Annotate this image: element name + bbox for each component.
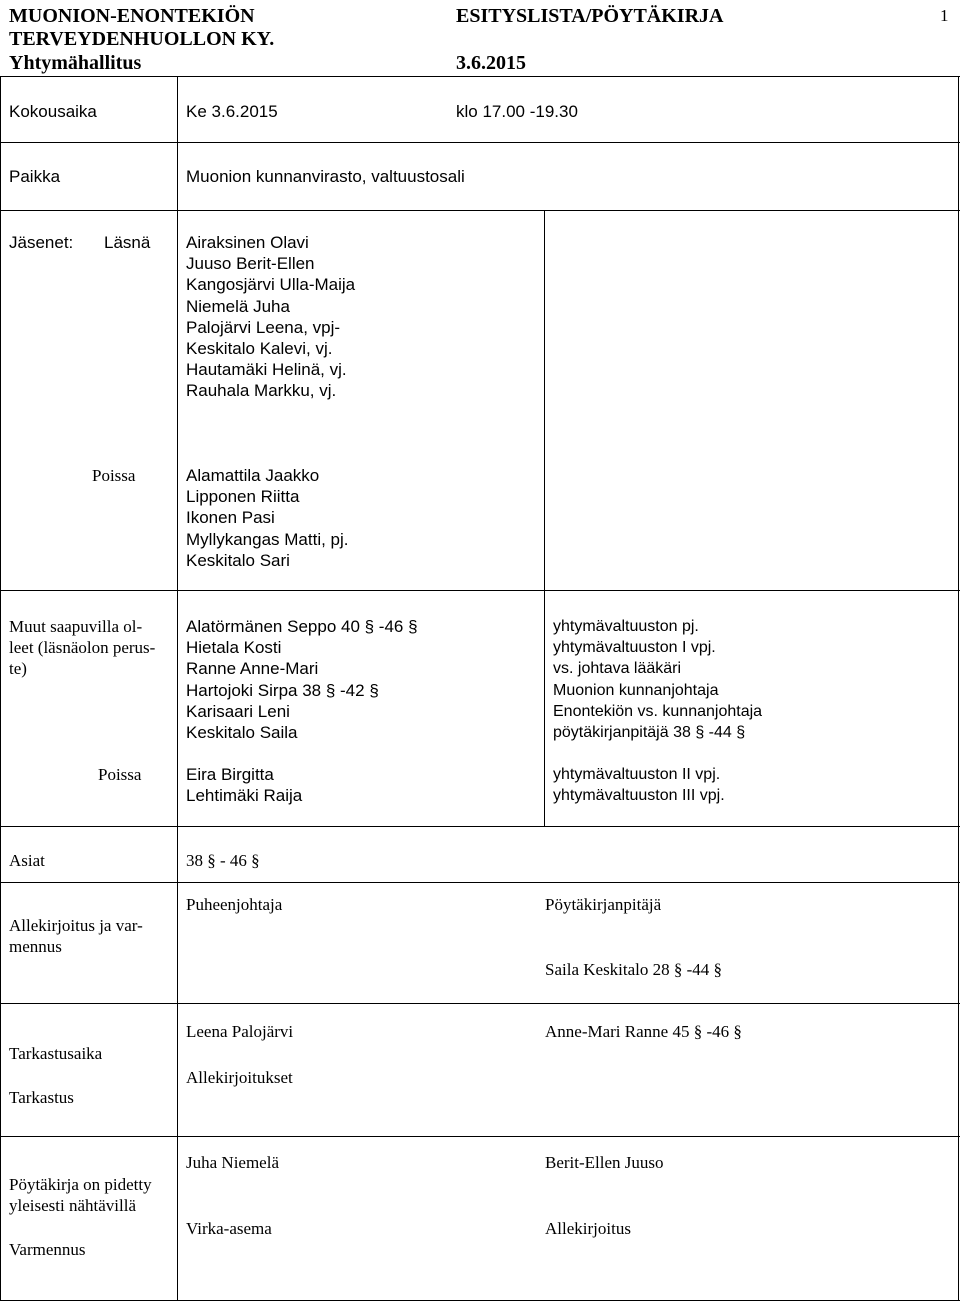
kokousaika-label: Kokousaika bbox=[9, 102, 97, 121]
verifier-name-2: Berit-Ellen Juuso bbox=[545, 1153, 664, 1172]
label-line: Pöytäkirja on pidetty bbox=[9, 1175, 152, 1194]
inspector-name-1: Leena Palojärvi bbox=[186, 1022, 294, 1041]
page-number: 1 bbox=[940, 6, 949, 25]
rule bbox=[0, 1136, 960, 1137]
rule bbox=[0, 1003, 960, 1004]
org-name-line2: TERVEYDENHUOLLON KY. bbox=[9, 28, 275, 50]
present-members-list bbox=[186, 232, 355, 402]
label-line: leet (läsnäolon perus- bbox=[9, 638, 156, 658]
rule bbox=[0, 882, 960, 883]
attendee-role: yhtymävaltuuston III vpj. bbox=[553, 787, 725, 805]
member-name: Keskitalo Sari bbox=[186, 550, 290, 570]
org-name-line1: MUONION-ENONTEKIÖN bbox=[9, 5, 255, 27]
attendee-name: Ranne Anne-Mari bbox=[186, 659, 319, 679]
attendee-name: Hartojoki Sirpa 38 § -42 § bbox=[186, 680, 379, 700]
attendee-name: Karisaari Leni bbox=[186, 701, 290, 721]
other-attendees-roles bbox=[553, 616, 762, 743]
column-divider bbox=[177, 76, 178, 1301]
attendee-name: Keskitalo Saila bbox=[186, 722, 298, 742]
body-name: Yhtymähallitus bbox=[9, 52, 142, 74]
rule-bottom bbox=[0, 1300, 960, 1301]
member-name: Kangosjärvi Ulla-Maija bbox=[186, 275, 356, 295]
inspector-name-2: Anne-Mari Ranne 45 § -46 § bbox=[545, 1022, 742, 1041]
attendee-role: yhtymävaltuuston I vpj. bbox=[553, 639, 716, 657]
muut-label bbox=[9, 616, 155, 680]
tarkastus-label: Tarkastus bbox=[9, 1088, 74, 1107]
border-right bbox=[958, 76, 959, 1301]
attendee-role: Muonion kunnanjohtaja bbox=[553, 681, 719, 699]
member-name: Niemelä Juha bbox=[186, 296, 290, 316]
asiat-value: 38 § - 46 § bbox=[186, 851, 260, 870]
other-absent-roles bbox=[553, 764, 725, 806]
member-name: Keskitalo Kalevi, vj. bbox=[186, 338, 333, 358]
member-name: Myllykangas Matti, pj. bbox=[186, 529, 349, 549]
other-absent-label: Poissa bbox=[98, 765, 142, 784]
jasenet-label: Jäsenet: bbox=[9, 233, 74, 252]
paikka-label: Paikka bbox=[9, 167, 61, 186]
present-label: Läsnä bbox=[104, 233, 151, 252]
label-line: te) bbox=[9, 659, 27, 679]
attendee-role: yhtymävaltuuston II vpj. bbox=[553, 766, 721, 783]
column-divider-right bbox=[544, 210, 545, 826]
signature-label: Allekirjoitus bbox=[545, 1219, 631, 1238]
document-type: ESITYSLISTA/PÖYTÄKIRJA bbox=[456, 5, 724, 27]
label-line: Allekirjoitus ja var- bbox=[9, 916, 143, 935]
member-name: Lipponen Riitta bbox=[186, 487, 300, 507]
attendee-role: pöytäkirjanpitäjä 38 § -44 § bbox=[553, 723, 746, 741]
attendee-role: vs. johtava lääkäri bbox=[553, 660, 682, 678]
secretary-name: Saila Keskitalo 28 § -44 § bbox=[545, 960, 723, 979]
absent-members-list bbox=[186, 465, 349, 571]
label-line: mennus bbox=[9, 937, 62, 957]
nahtavilla-label bbox=[9, 1174, 152, 1216]
rule bbox=[0, 826, 960, 827]
tarkastusaika-label: Tarkastusaika bbox=[9, 1044, 103, 1063]
member-name: Ikonen Pasi bbox=[186, 508, 275, 528]
attendee-role: yhtymävaltuuston pj. bbox=[553, 618, 699, 635]
label-line: Muut saapuvilla ol- bbox=[9, 617, 143, 636]
asiat-label: Asiat bbox=[9, 851, 45, 870]
rule bbox=[0, 210, 960, 211]
meeting-time: klo 17.00 -19.30 bbox=[456, 102, 578, 121]
other-absent-names bbox=[186, 764, 302, 806]
meeting-place: Muonion kunnanvirasto, valtuustosali bbox=[186, 167, 465, 186]
member-name: Palojärvi Leena, vpj- bbox=[186, 317, 341, 337]
attendee-name: Eira Birgitta bbox=[186, 765, 274, 784]
label-line: yleisesti nähtävillä bbox=[9, 1196, 136, 1216]
border-left bbox=[0, 76, 1, 1301]
rule bbox=[0, 590, 960, 591]
allekirjoitus-label bbox=[9, 915, 143, 957]
attendee-name: Alatörmänen Seppo 40 § -46 § bbox=[186, 617, 418, 636]
verifier-name-1: Juha Niemelä bbox=[186, 1153, 279, 1172]
secretary-label: Pöytäkirjanpitäjä bbox=[545, 895, 662, 914]
member-name: Juuso Berit-Ellen bbox=[186, 254, 315, 274]
attendee-name: Hietala Kosti bbox=[186, 638, 282, 658]
member-name: Hautamäki Helinä, vj. bbox=[186, 360, 347, 380]
title-label: Virka-asema bbox=[186, 1219, 272, 1238]
document-date: 3.6.2015 bbox=[456, 52, 526, 74]
varmennus-label: Varmennus bbox=[9, 1240, 86, 1259]
member-name: Airaksinen Olavi bbox=[186, 233, 309, 252]
meeting-day: Ke 3.6.2015 bbox=[186, 102, 278, 121]
attendee-role: Enontekiön vs. kunnanjohtaja bbox=[553, 702, 763, 720]
attendee-name: Lehtimäki Raija bbox=[186, 786, 303, 806]
member-name: Rauhala Markku, vj. bbox=[186, 381, 337, 401]
other-attendees-names bbox=[186, 616, 418, 743]
chair-label: Puheenjohtaja bbox=[186, 895, 283, 914]
rule-top bbox=[0, 76, 960, 77]
member-name: Alamattila Jaakko bbox=[186, 466, 320, 485]
signatures-label: Allekirjoitukset bbox=[186, 1068, 293, 1087]
rule bbox=[0, 142, 960, 143]
absent-label: Poissa bbox=[92, 466, 136, 485]
